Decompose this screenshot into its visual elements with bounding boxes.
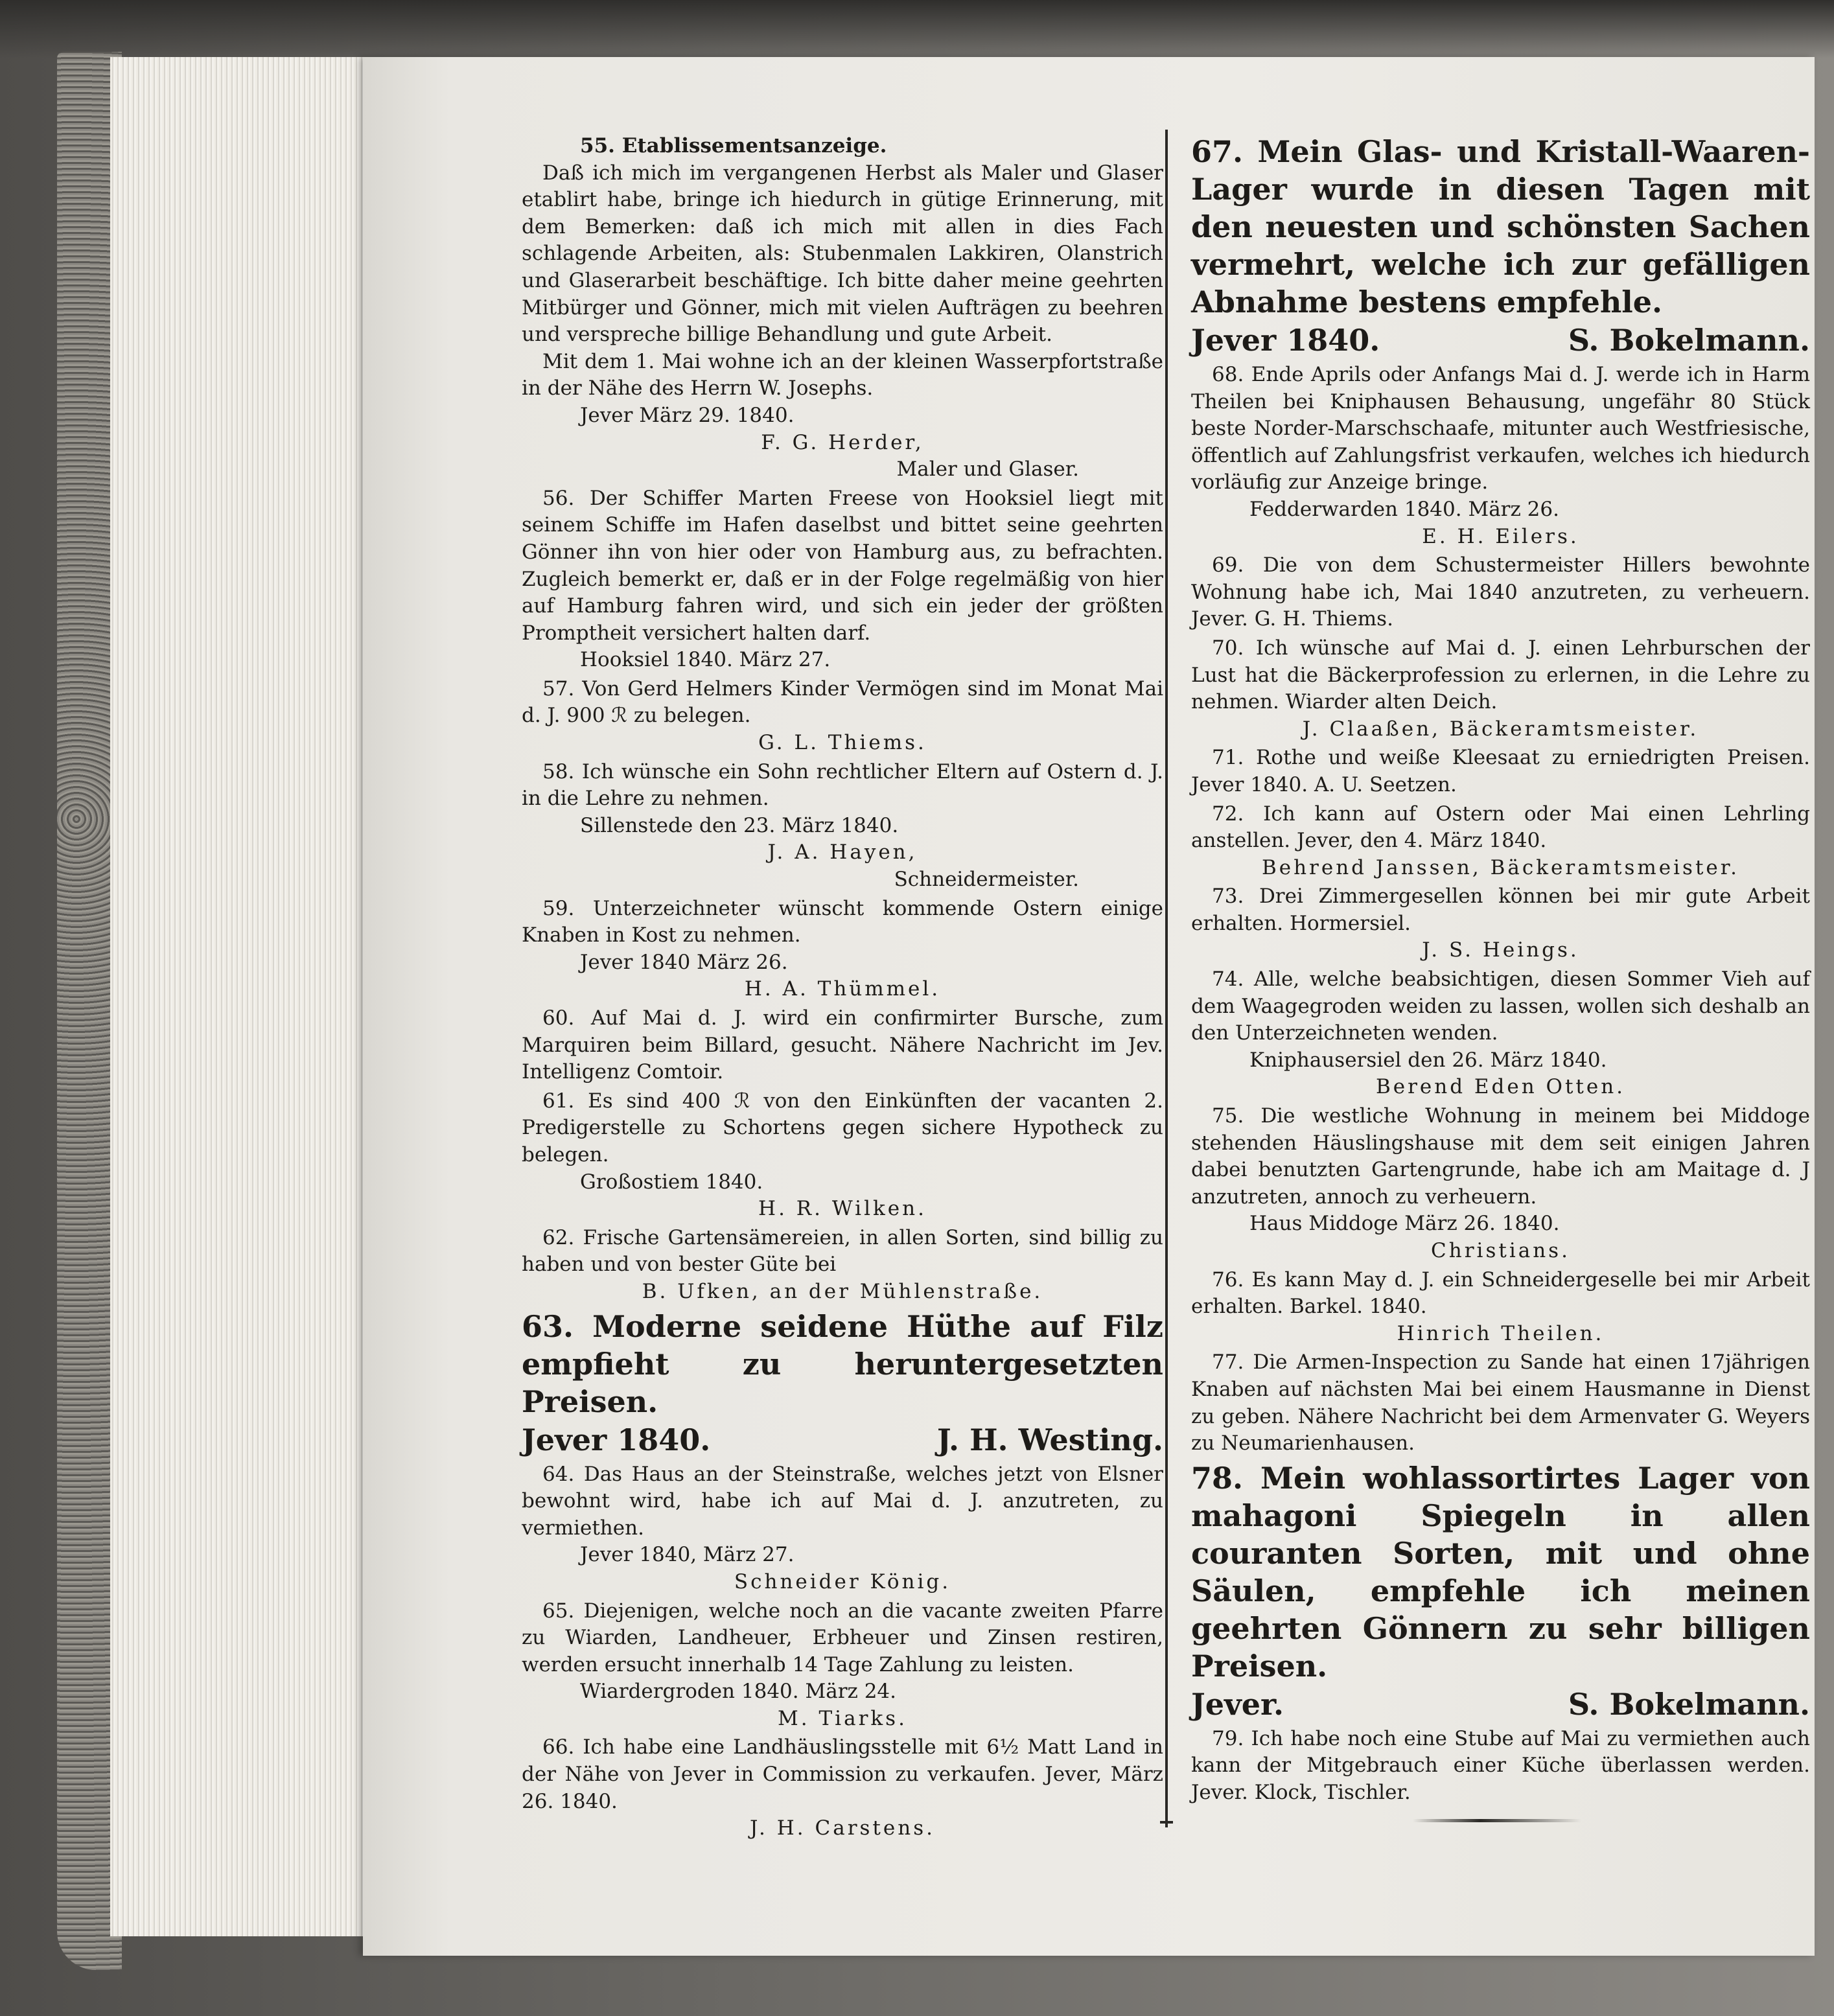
notice-58 <box>522 759 1163 894</box>
notice-signature: J. S. Heings. <box>1422 938 1579 962</box>
advertisement-footer <box>522 1420 1163 1459</box>
advertisement-text: 63. Moderne seidene Hüthe auf Filz empfieht zu heruntergesetzten Preisen. <box>522 1308 1163 1419</box>
notice-place-date: Großostiem 1840. <box>580 1170 763 1194</box>
notice-text: Daß ich mich im vergangenen Herbst als Maler und Glaser etablirt habe, bringe ich hiedurch in gütige Erinnerung, mit dem Bemerken: daß ich mich mit allen in dies Fach schlagende Arbeiten, als: Stubenmalen Lakkiren, Olanstrich und Glaserarbeit beschäftige. Ich bitte daher meine geehrten Mitbürger und Gönner, mich mit vielen Aufträgen zu beehren und verspreche billige Behandlung und gute Arbeit. <box>522 161 1163 347</box>
notice-text: 71. Rothe und weiße Kleesaat zu erniedrigten Preisen. Jever 1840. A. U. Seetzen. <box>1191 746 1810 796</box>
notice-text: 60. Auf Mai d. J. wird ein confirmirter Bursche, zum Marquiren beim Billard, gesucht. Nähere Nachricht im Jev. Intelligenz Comtoir. <box>522 1006 1163 1084</box>
advertisement-signature: J. H. Westing. <box>936 1422 1163 1457</box>
notice-place-date: Fedderwarden 1840. März 26. <box>1249 497 1559 521</box>
notice-place-date: Hooksiel 1840. März 27. <box>580 648 831 672</box>
advertisement-footer <box>1191 1685 1810 1724</box>
notice-title: Etablissementsanzeige. <box>621 134 887 157</box>
notice-text: 69. Die von dem Schustermeister Hillers bewohnte Wohnung habe ich, Mai 1840 anzutreten, zu verheuern. Jever. G. H. Thiems. <box>1191 553 1810 631</box>
notice-73 <box>1191 883 1810 964</box>
notice-74 <box>1191 966 1810 1101</box>
notice-signature: F. G. Herder, <box>761 430 924 454</box>
notice-78 <box>1191 1459 1810 1724</box>
right-column <box>1191 133 1810 1809</box>
notice-text: 64. Das Haus an der Steinstraße, welches jetzt von Elsner bewohnt wird, habe ich auf Mai d. J. anzutreten, zu vermiethen. <box>522 1462 1163 1540</box>
notice-65 <box>522 1598 1163 1733</box>
advertisement-text: 67. Mein Glas- und Kristall-Waaren-Lager wurde in diesen Tagen mit den neuesten und schönsten Sachen vermehrt, welche ich zur gefälligen Abnahme bestens empfehle. <box>1191 134 1810 319</box>
notice-text: 76. Es kann May d. J. ein Schneidergeselle bei mir Arbeit erhalten. Barkel. 1840. <box>1191 1268 1810 1319</box>
notice-63 <box>522 1308 1163 1459</box>
top-shadow <box>0 0 1834 58</box>
notice-text: 57. Von Gerd Helmers Kinder Vermögen sind im Monat Mai d. J. 900 ℛ zu belegen. <box>522 677 1163 728</box>
notice-59 <box>522 896 1163 1003</box>
notice-place-date: Jever 1840 März 26. <box>580 950 788 974</box>
notice-66 <box>522 1734 1163 1842</box>
notice-62 <box>522 1225 1163 1306</box>
notice-place-date: Jever 1840, März 27. <box>580 1543 795 1567</box>
notice-text: 77. Die Armen-Inspection zu Sande hat einen 17jährigen Knaben auf nächsten Mai bei einem Hausmanne in Dienst zu geben. Nähere Nachricht bei dem Armenvater G. Weyers zu Neumarienhausen. <box>1191 1350 1810 1455</box>
notice-signature: Schneider König. <box>734 1570 951 1593</box>
notice-heading: 55. Etablissementsanzeige. <box>580 134 887 157</box>
advertisement-signature: S. Bokelmann. <box>1568 1686 1810 1722</box>
notice-76 <box>1191 1267 1810 1348</box>
advertisement-signature: S. Bokelmann. <box>1568 323 1810 358</box>
notice-57 <box>522 676 1163 757</box>
notice-signature: M. Tiarks. <box>778 1706 907 1730</box>
notice-79 <box>1191 1726 1810 1807</box>
notice-place-date: Kniphausersiel den 26. März 1840. <box>1249 1048 1607 1072</box>
notice-text: 75. Die westliche Wohnung in meinem bei Middoge stehenden Häuslingshause mit dem seit einigen Jahren dabei benutzten Gartengrunde, habe ich am Maitage d. J anzutreten, annoch zu verheuern. <box>1191 1104 1810 1209</box>
notice-71 <box>1191 745 1810 798</box>
notice-70 <box>1191 635 1810 743</box>
notice-text: Mit dem 1. Mai wohne ich an der kleinen Wasserpfortstraße in der Nähe des Herrn W. Josephs. <box>522 349 1163 400</box>
notice-signature: H. R. Wilken. <box>758 1197 927 1221</box>
notice-place-date: Wiardergroden 1840. März 24. <box>580 1680 897 1704</box>
notice-signature: E. H. Eilers. <box>1422 524 1579 548</box>
notice-text: 65. Diejenigen, welche noch an die vacante zweiten Pfarre zu Wiarden, Landheuer, Erbheuer und Zinsen restiren, werden ersucht innerhalb 14 Tage Zahlung zu leisten. <box>522 1599 1163 1676</box>
notice-text: 68. Ende Aprils oder Anfangs Mai d. J. werde ich in Harm Theilen bei Kniphausen Behausung, ungefähr 80 Stück beste Norder-Marschschaafe, mitunter auch Westfriesische, öffentlich auf Zahlungsfrist verkaufen, welches ich hiedurch vorläufig zur Anzeige bringe. <box>1191 363 1810 494</box>
left-column <box>522 133 1163 1844</box>
advertisement-place: Jever 1840. <box>522 1422 711 1457</box>
notice-signature: Behrend Janssen, Bäckeramtsmeister. <box>1261 855 1740 879</box>
notice-77 <box>1191 1349 1810 1457</box>
closing-rule <box>1413 1819 1581 1822</box>
notice-signature: J. H. Carstens. <box>750 1816 935 1840</box>
notice-69 <box>1191 552 1810 633</box>
notice-55 <box>522 133 1163 483</box>
notice-signature: Berend Eden Otten. <box>1375 1075 1626 1099</box>
notice-text: 66. Ich habe eine Landhäuslingsstelle mit 6½ Matt Land in der Nähe von Jever in Commission zu verkaufen. Jever, März 26. 1840. <box>522 1735 1163 1813</box>
notice-place-date: Sillenstede den 23. März 1840. <box>580 813 899 837</box>
advertisement-text: 78. Mein wohlassortirtes Lager von mahagoni Spiegeln in allen couranten Sorten, mit und ohne Säulen, empfehle ich meinen geehrten Gönnern zu sehr billigen Preisen. <box>1191 1460 1810 1684</box>
notice-text: 70. Ich wünsche auf Mai d. J. einen Lehrburschen der Lust hat die Bäckerprofession zu erlernen, in die Lehre zu nehmen. Wiarder alten Deich. <box>1191 636 1810 714</box>
notice-text: 73. Drei Zimmergesellen können bei mir gute Arbeit erhalten. Hormersiel. <box>1191 885 1810 935</box>
notice-67 <box>1191 133 1810 360</box>
notice-signature: G. L. Thiems. <box>758 731 927 755</box>
notice-72 <box>1191 801 1810 882</box>
column-divider <box>1165 130 1168 1827</box>
notice-signature: Christians. <box>1431 1239 1570 1262</box>
notice-place-date: Jever März 29. 1840. <box>580 403 795 427</box>
advertisement-footer <box>1191 321 1810 360</box>
notice-signature: Hinrich Theilen. <box>1397 1321 1605 1345</box>
notice-text: 59. Unterzeichneter wünscht kommende Ostern einige Knaben in Kost zu nehmen. <box>522 896 1163 947</box>
page-stack-edge <box>110 57 382 1936</box>
notice-60 <box>522 1005 1163 1086</box>
notice-text: 58. Ich wünsche ein Sohn rechtlicher Eltern auf Ostern d. J. in die Lehre zu nehmen. <box>522 759 1163 811</box>
notice-64 <box>522 1461 1163 1596</box>
notice-text: 61. Es sind 400 ℛ von den Einkünften der vacanten 2. Predigerstelle zu Schortens gegen sichere Hypotheck zu belegen. <box>522 1089 1163 1166</box>
notice-signature: B. Ufken, an der Mühlenstraße. <box>642 1279 1043 1303</box>
notice-signature: J. Claaßen, Bäckeramtsmeister. <box>1302 717 1699 741</box>
notice-68 <box>1191 362 1810 550</box>
notice-text: 79. Ich habe noch eine Stube auf Mai zu vermiethen auch kann der Mitgebrauch einer Küche überlassen werden. Jever. Klock, Tischler. <box>1191 1726 1810 1804</box>
notice-signature-title: Maler und Glaser. <box>896 458 1079 481</box>
advertisement-place: Jever. <box>1191 1686 1284 1722</box>
notice-number: 55 <box>580 134 609 157</box>
notice-text: 74. Alle, welche beabsichtigen, diesen Sommer Vieh auf dem Waagegroden weiden zu lassen, wollen sich deshalb an den Unterzeichneten wenden. <box>1191 967 1810 1045</box>
notice-56 <box>522 485 1163 674</box>
notice-75 <box>1191 1103 1810 1265</box>
notice-signature: J. A. Hayen, <box>767 840 918 864</box>
notice-61 <box>522 1088 1163 1223</box>
advertisement-place: Jever 1840. <box>1191 323 1380 358</box>
notice-text: 56. Der Schiffer Marten Freese von Hooksiel liegt mit seinem Schiffe im Hafen daselbst und bittet seine geehrten Gönner ihn von hier oder von Hamburg aus, zu befrachten. Zugleich bemerkt er, daß er in der Folge regelmäßig von hier auf Hamburg fahren wird, und sich ein jeder der größten Promptheit versichert halten darf. <box>522 486 1163 645</box>
notice-text: 72. Ich kann auf Ostern oder Mai einen Lehrling anstellen. Jever, den 4. März 1840. <box>1191 802 1810 853</box>
notice-place-date: Haus Middoge März 26. 1840. <box>1249 1212 1560 1236</box>
notice-signature: H. A. Thümmel. <box>744 977 941 1001</box>
notice-signature-title: Schneidermeister. <box>894 868 1079 892</box>
notice-text: 62. Frische Gartensämereien, in allen Sorten, sind billig zu haben und von bester Güte bei <box>522 1225 1163 1277</box>
